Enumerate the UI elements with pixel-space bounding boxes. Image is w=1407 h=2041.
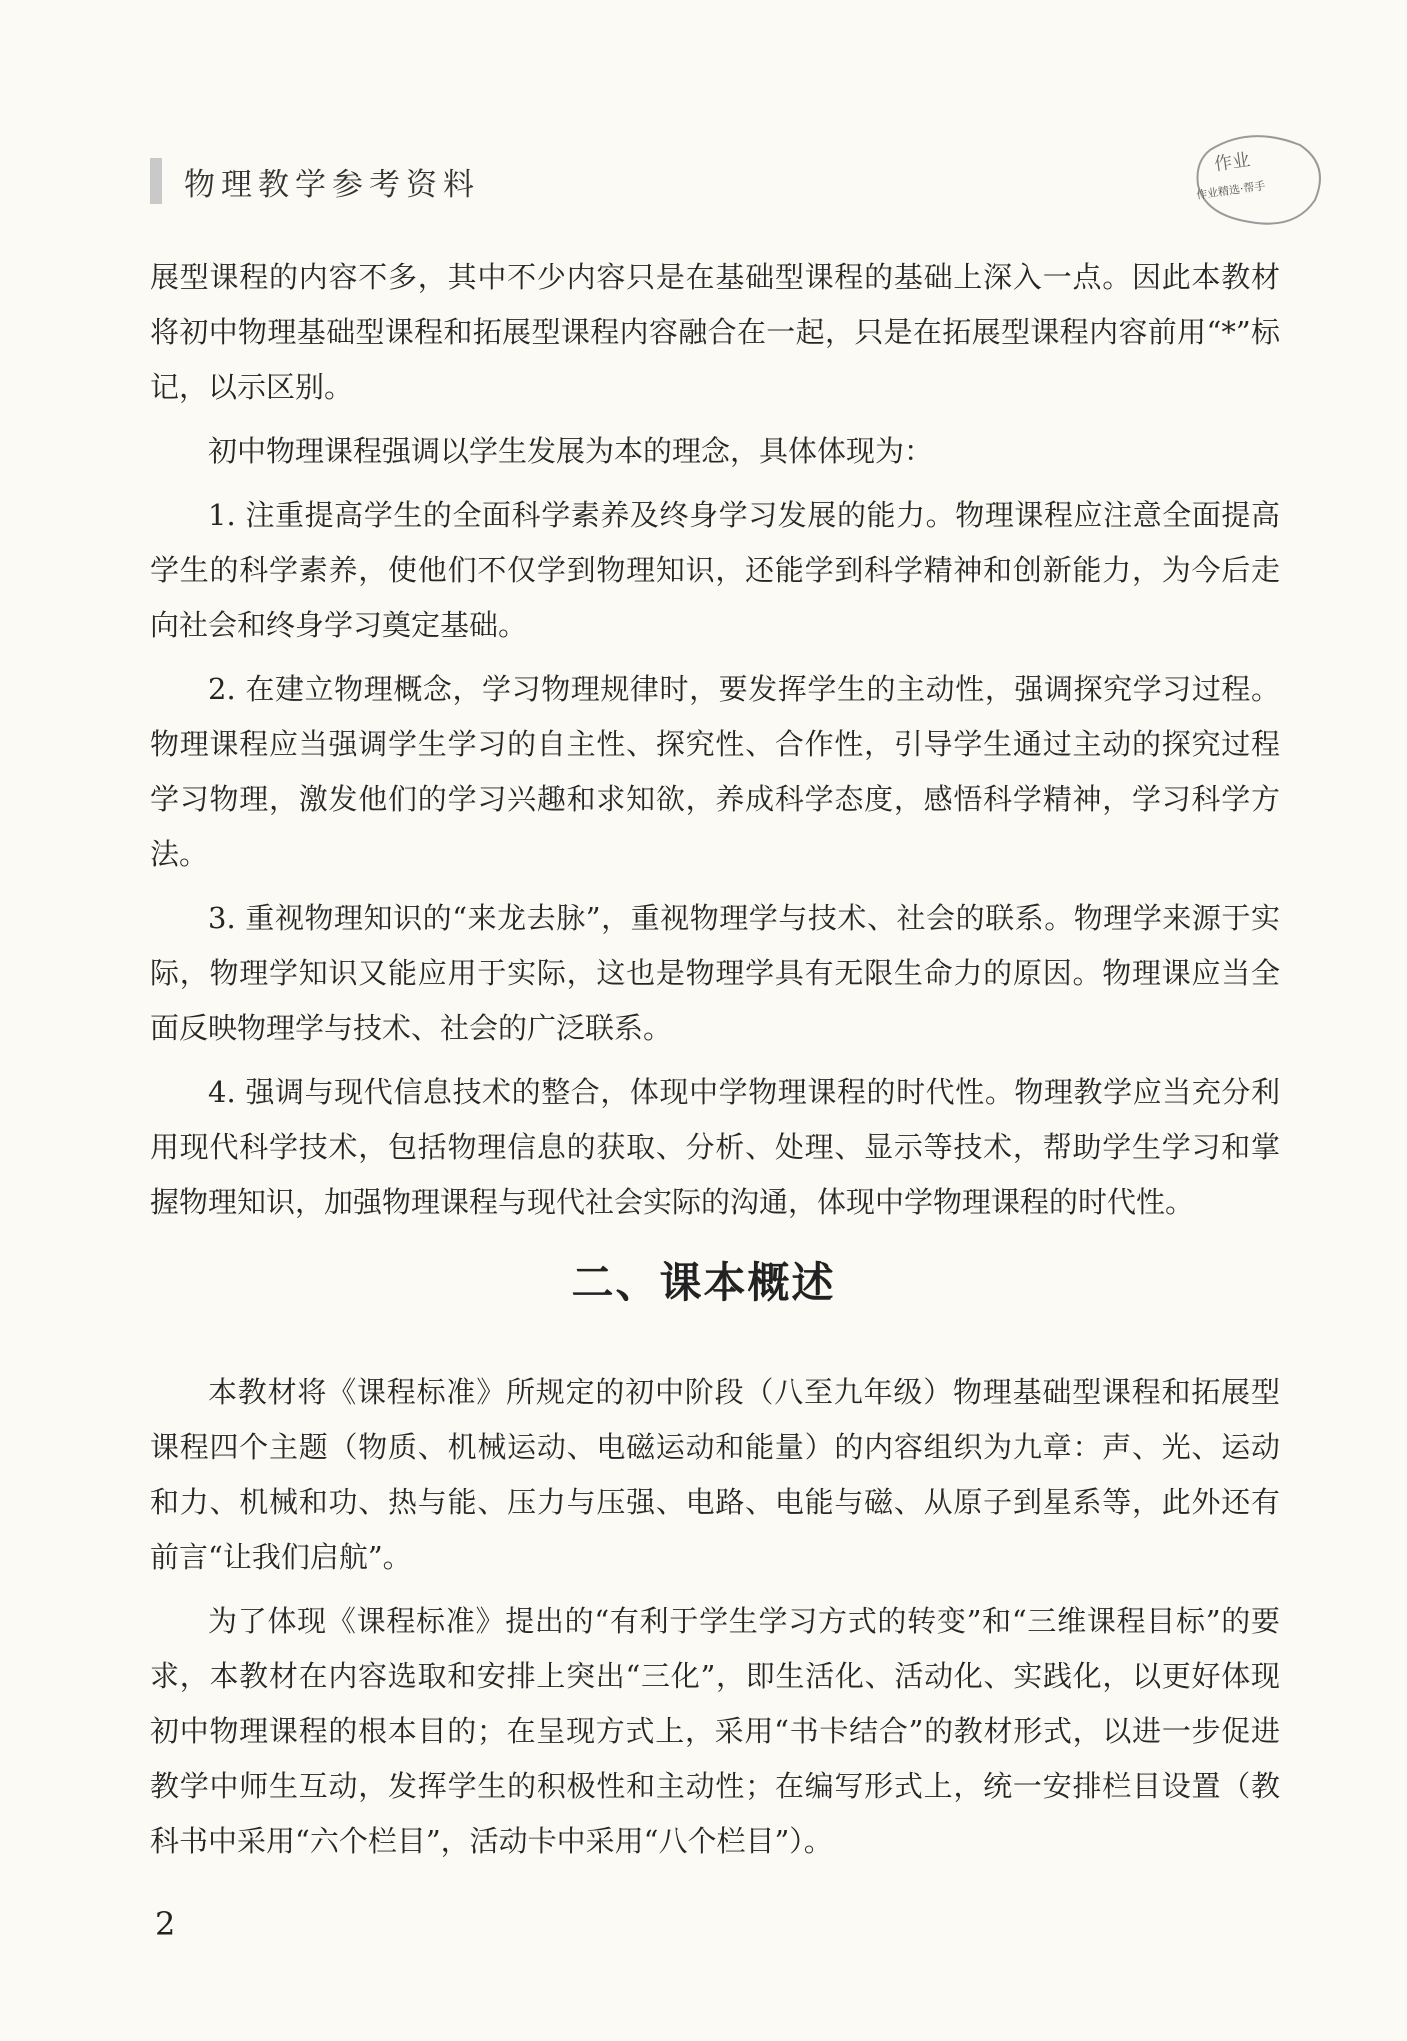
watermark-stamp (1190, 130, 1330, 230)
header-marker-bar (150, 158, 162, 204)
paragraph: 1. 注重提高学生的全面科学素养及终身学习发展的能力。物理课程应注意全面提高学生的科学素养，使他们不仅学到物理知识，还能学到科学精神和创新能力，为今后走向社会和终身学习奠定基础。 (150, 498, 1280, 642)
section-heading: 二、课本概述 (571, 1258, 836, 1307)
body-text-block (150, 250, 1280, 1239)
paragraph: 2. 在建立物理概念，学习物理规律时，要发挥学生的主动性，强调探究学习过程。物理课程应当强调学生学习的自主性、探究性、合作性，引导学生通过主动的探究过程学习物理，激发他们的学习兴趣和求知欲，养成科学态度，感悟科学精神，学习科学方法。 (150, 672, 1280, 871)
page-number: 2 (155, 1905, 176, 1943)
stamp-text-sub: 作业精选·帮手 (1195, 179, 1267, 202)
paragraph: 3. 重视物理知识的“来龙去脉”，重视物理学与技术、社会的联系。物理学来源于实际，物理学知识又能应用于实际，这也是物理学具有无限生命力的原因。物理课应当全面反映物理学与技术、社会的广泛联系。 (150, 901, 1280, 1045)
paragraph: 展型课程的内容不多，其中不少内容只是在基础型课程的基础上深入一点。因此本教材将初中物理基础型课程和拓展型课程内容融合在一起，只是在拓展型课程内容前用“*”标记，以示区别。 (150, 260, 1280, 404)
paragraph: 本教材将《课程标准》所规定的初中阶段（八至九年级）物理基础型课程和拓展型课程四个主题（物质、机械运动、电磁运动和能量）的内容组织为九章：声、光、运动和力、机械和功、热与能、压力与压强、电路、电能与磁、从原子到星系等，此外还有前言“让我们启航”。 (150, 1375, 1280, 1574)
paragraph: 4. 强调与现代信息技术的整合，体现中学物理课程的时代性。物理教学应当充分利用现代科学技术，包括物理信息的获取、分析、处理、显示等技术，帮助学生学习和掌握物理知识，加强物理课程与现代社会实际的沟通，体现中学物理课程的时代性。 (150, 1075, 1280, 1219)
section-body-text-block (150, 1365, 1280, 1878)
paragraph: 为了体现《课程标准》提出的“有利于学生学习方式的转变”和“三维课程目标”的要求，本教材在内容选取和安排上突出“三化”，即生活化、活动化、实践化，以更好体现初中物理课程的根本目的；在呈现方式上，采用“书卡结合”的教材形式，以进一步促进教学中师生互动，发挥学生的积极性和主动性；在编写形式上，统一安排栏目设置（教科书中采用“六个栏目”，活动卡中采用“八个栏目”）。 (150, 1604, 1280, 1858)
running-header (150, 158, 480, 204)
header-title: 物理教学参考资料 (184, 166, 480, 203)
stamp-text-main: 作业 (1212, 149, 1252, 176)
paragraph: 初中物理课程强调以学生发展为本的理念，具体体现为： (208, 434, 934, 468)
